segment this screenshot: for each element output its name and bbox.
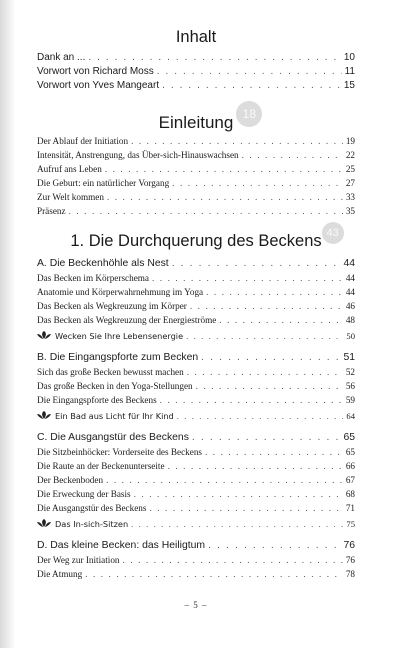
toc-exercise-entry[interactable]: Das In-sich-Sitzen . . . 75 xyxy=(37,518,355,530)
toc-entry[interactable]: Das Becken im Körperschema . . . 44 xyxy=(37,272,355,284)
toc-entry[interactable]: Anatomie und Körperwahrnehmung im Yoga . . . 44 xyxy=(37,286,355,298)
heading-inhalt: Inhalt xyxy=(175,28,217,46)
toc-entry[interactable]: Das Becken als Wegkreuzung der Energieströme . . . 48 xyxy=(37,314,355,326)
toc-entry[interactable]: Die Geburt: ein natürlicher Vorgang . . . 27 xyxy=(37,177,355,189)
lotus-leaf-icon xyxy=(37,330,51,340)
toc-entry[interactable]: Vorwort von Richard Moss . . . 11 xyxy=(37,66,355,78)
toc-entry[interactable]: Zur Welt kommen . . . 33 xyxy=(37,191,355,203)
page-badge-chapter-1: 43 xyxy=(322,222,344,244)
page-badge-einleitung: 18 xyxy=(236,101,262,127)
toc-entry[interactable]: Der Ablauf der Initiation . . . 19 xyxy=(37,135,355,147)
toc-entry[interactable]: Präsenz . . . 35 xyxy=(37,205,355,217)
toc-entry[interactable]: Die Eingangspforte des Beckens . . . 59 xyxy=(37,394,355,406)
toc-entry[interactable]: Der Beckenboden . . . 67 xyxy=(37,474,355,486)
toc-entry[interactable]: Die Raute an der Beckenunterseite . . . 66 xyxy=(37,460,355,472)
lotus-leaf-icon xyxy=(37,518,51,528)
toc-entry[interactable]: Vorwort von Yves Mangeart . . . 15 xyxy=(37,80,355,92)
toc-entry[interactable]: Die Atmung . . . 78 xyxy=(37,568,355,580)
toc-entry[interactable]: Aufruf ans Leben . . . 25 xyxy=(37,163,355,175)
lotus-leaf-icon xyxy=(37,410,51,420)
page-number-footer: – 5 – xyxy=(184,600,208,610)
toc-entry[interactable]: Sich das große Becken bewusst machen . . . 52 xyxy=(37,366,355,378)
toc-entry[interactable]: Die Ausgangstür des Beckens . . . 71 xyxy=(37,502,355,514)
toc-entry[interactable]: Das Becken als Wegkreuzung im Körper . . . 46 xyxy=(37,300,355,312)
heading-einleitung: Einleitung 18 xyxy=(37,113,355,133)
toc-entry[interactable]: Intensität, Anstrengung, das Über-sich-Hinauswachsen . . . 22 xyxy=(37,149,355,161)
heading-chapter-1: 1. Die Durchquerung des Beckens 43 xyxy=(37,232,355,251)
toc-entry[interactable]: Die Erweckung der Basis . . . 68 xyxy=(37,488,355,500)
toc-entry[interactable]: Dank an ... . . . 10 xyxy=(37,52,355,64)
toc-subsection-heading[interactable]: B. Die Eingangspforte zum Becken . . . 51 xyxy=(37,352,355,364)
toc-entry[interactable]: Der Weg zur Initiation . . . 76 xyxy=(37,554,355,566)
toc-entry[interactable]: Die Sitzbeinhöcker: Vorderseite des Beckens . . . 65 xyxy=(37,446,355,458)
toc-subsection-heading[interactable]: C. Die Ausgangstür des Beckens . . . 65 xyxy=(37,432,355,444)
toc-exercise-entry[interactable]: Ein Bad aus Licht für Ihr Kind . . . 64 xyxy=(37,410,355,422)
toc-entry[interactable]: Das große Becken in den Yoga-Stellungen . . . 56 xyxy=(37,380,355,392)
toc-subsection-heading[interactable]: D. Das kleine Becken: das Heiligtum . . . 76 xyxy=(37,540,355,552)
toc-exercise-entry[interactable]: Wecken Sie Ihre Lebensenergie . . . 50 xyxy=(37,330,355,342)
toc-subsection-heading[interactable]: A. Die Beckenhöhle als Nest . . . 44 xyxy=(37,258,355,270)
page-gutter-shadow xyxy=(0,0,16,648)
